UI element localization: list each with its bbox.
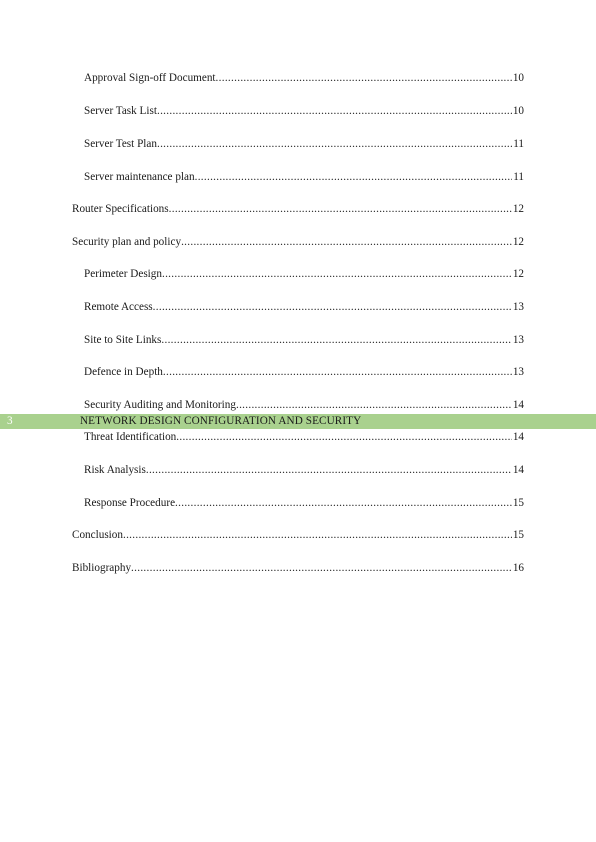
toc-entry[interactable]: [84, 462, 524, 478]
toc-entry[interactable]: [72, 527, 524, 543]
toc-dot-leader: [161, 332, 511, 348]
toc-dot-leader: [176, 429, 512, 445]
toc-entry-page: 11: [513, 171, 524, 183]
toc-entry[interactable]: [84, 169, 524, 185]
toc-dot-leader: [146, 462, 512, 478]
toc-entry[interactable]: [84, 299, 524, 315]
toc-entry-page: 13: [512, 334, 524, 346]
toc-entry-title: Server Task List: [84, 105, 157, 117]
toc-entry[interactable]: [84, 136, 524, 152]
toc-dot-leader: [181, 234, 512, 250]
toc-entry-page: 12: [512, 236, 524, 248]
toc-entry-page: 13: [512, 301, 524, 313]
toc-entry-title: Server maintenance plan: [84, 171, 195, 183]
toc-entry-page: 14: [512, 431, 524, 443]
toc-entry-title: Conclusion: [72, 529, 123, 541]
toc-entry-page: 14: [512, 464, 524, 476]
toc-entry-title: Security Auditing and Monitoring: [84, 399, 236, 411]
running-header-title: NETWORK DESIGN CONFIGURATION AND SECURITY: [80, 415, 362, 427]
toc-dot-leader: [123, 527, 512, 543]
toc-entry[interactable]: [84, 397, 524, 413]
toc-entry-page: 14: [512, 399, 524, 411]
toc-entry-title: Threat Identification: [84, 431, 177, 443]
toc-dot-leader: [131, 560, 512, 576]
toc-dot-leader: [169, 201, 512, 217]
toc-entry-title: Remote Access: [84, 301, 153, 313]
toc-entry[interactable]: [84, 70, 524, 86]
toc-entry[interactable]: [84, 364, 524, 380]
toc-entry-title: Perimeter Design: [84, 268, 162, 280]
toc-dot-leader: [216, 70, 512, 86]
toc-entry[interactable]: [84, 266, 524, 282]
toc-dot-leader: [175, 495, 512, 511]
toc-dot-leader: [157, 136, 512, 152]
toc-entry-title: Server Test Plan: [84, 138, 157, 150]
toc-entry-title: Risk Analysis: [84, 464, 146, 476]
toc-entry-title: Bibliography: [72, 562, 132, 574]
toc-dot-leader: [157, 103, 512, 119]
toc-entry-page: 13: [512, 366, 524, 378]
toc-dot-leader: [236, 397, 512, 413]
toc-entry-page: 15: [512, 497, 524, 509]
toc-entry-page: 10: [512, 72, 524, 84]
toc-dot-leader: [162, 266, 512, 282]
toc-entry[interactable]: [84, 103, 524, 119]
toc-entry-page: 10: [512, 105, 524, 117]
toc-entry[interactable]: [84, 429, 524, 445]
toc-entry[interactable]: [84, 332, 524, 348]
toc-entry-title: Defence in Depth: [84, 366, 163, 378]
toc-entry-page: 15: [512, 529, 524, 541]
toc-entry[interactable]: [84, 495, 524, 511]
toc-entry-title: Router Specifications: [72, 203, 169, 215]
toc-entry-title: Response Procedure: [84, 497, 176, 509]
toc-dot-leader: [153, 299, 512, 315]
toc-entry[interactable]: [72, 234, 524, 250]
toc-entry-page: 16: [512, 562, 524, 574]
toc-dot-leader: [163, 364, 512, 380]
page-number: 3: [7, 415, 13, 427]
toc-entry-page: 12: [512, 203, 524, 215]
toc-entry[interactable]: [72, 201, 524, 217]
running-header-band: [0, 414, 596, 429]
toc-entry-page: 11: [513, 138, 524, 150]
toc-entry-title: Site to Site Links: [84, 334, 162, 346]
toc-dot-leader: [195, 169, 513, 185]
toc-entry-page: 12: [512, 268, 524, 280]
toc-entry[interactable]: [72, 560, 524, 576]
toc-entry-title: Approval Sign-off Document: [84, 72, 216, 84]
toc-entry-title: Security plan and policy: [72, 236, 182, 248]
